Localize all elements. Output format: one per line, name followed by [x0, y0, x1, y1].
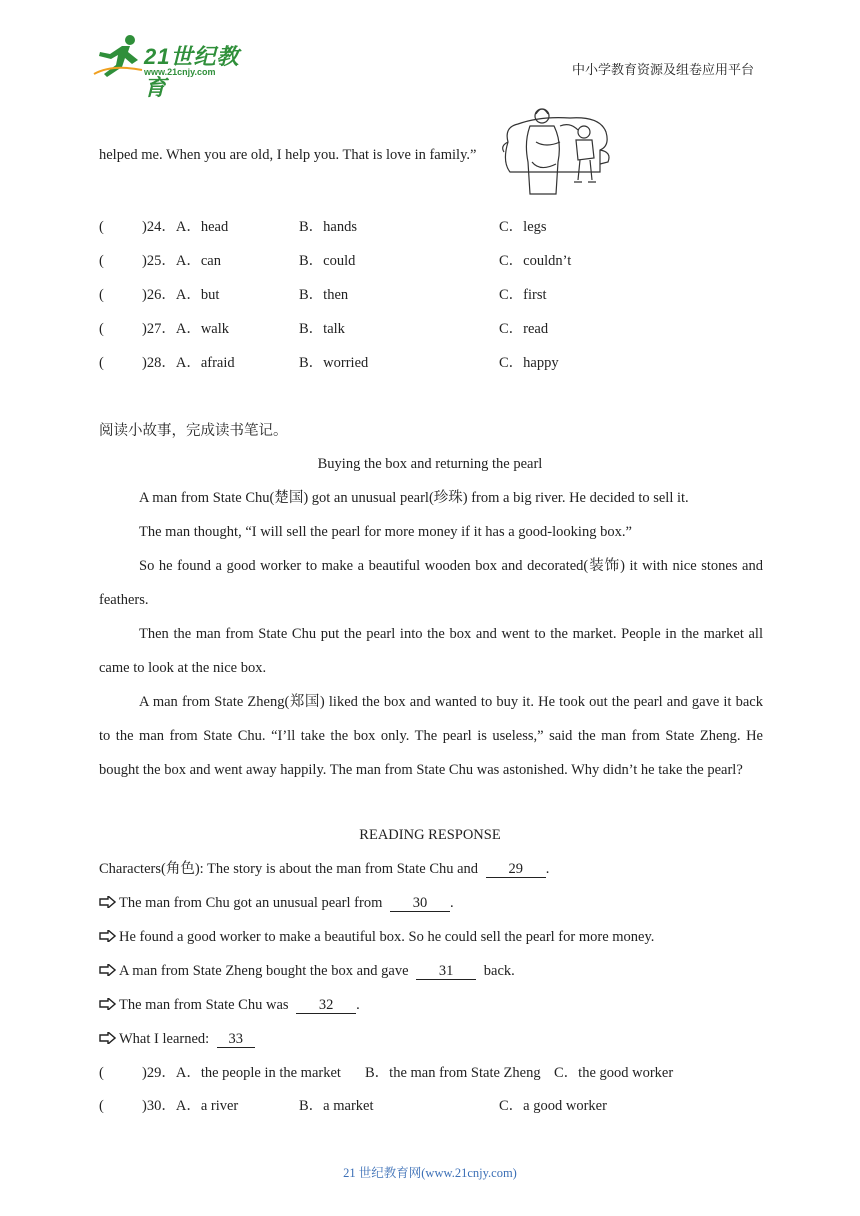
option-b: B．talk	[299, 321, 345, 337]
question-number: )29．A．the people in the market	[142, 1065, 341, 1081]
option-c: C．read	[499, 321, 549, 337]
option-c: C．a good worker	[499, 1098, 607, 1114]
characters-text: Characters(角色): The story is about the man from State Chu and	[99, 861, 479, 877]
answer-paren-open: (	[99, 355, 104, 371]
arrow-icon	[99, 964, 116, 976]
response-line-worker: He found a good worker to make a beautiful box. So he could sell the pearl for more money.	[99, 928, 654, 946]
site-logo	[92, 34, 262, 100]
question-number: )27．A．walk	[142, 321, 230, 337]
story-title: Buying the box and returning the pearl	[317, 456, 543, 472]
runner-icon	[92, 34, 144, 78]
option-c: C．the good worker	[554, 1065, 674, 1081]
blank-29[interactable]: 29	[486, 861, 546, 878]
response-line-31: A man from State Zheng bought the box and gave 31 back.	[99, 962, 515, 980]
story-paragraph: A man from State Zheng(郑国) liked the box and wanted to buy it. He took out the pearl and gave it back to the man from State Chu. “I’ll take the box only. The pearl is useless,” said the man from State Zheng. He bought the box and went away happily. The man from State Chu was astonished. Why didn’t he take the pearl?	[99, 694, 763, 778]
response-line-32: The man from State Chu was 32 .	[99, 996, 360, 1014]
question-number: )30．A．a river	[142, 1098, 239, 1114]
answer-paren-open: (	[99, 321, 104, 337]
story-paragraph: Then the man from State Chu put the pearl into the box and went to the market. People in the market all came to look at the nice box.	[99, 626, 763, 676]
arrow-icon	[99, 998, 116, 1010]
section-instruction: 阅读小故事，完成读书笔记。	[99, 423, 288, 439]
option-b: B．the man from State Zheng	[365, 1065, 541, 1081]
option-c: C．first	[499, 287, 547, 303]
option-b: B．a market	[299, 1098, 374, 1114]
story-paragraph: The man thought, “I will sell the pearl for more money if it has a good-looking box.”	[139, 524, 632, 540]
response-line-33: What I learned: 33	[99, 1030, 255, 1048]
footer-link[interactable]: 21 世纪教育网(www.21cnjy.com)	[343, 1166, 517, 1180]
arrow-icon	[99, 930, 116, 942]
option-c: C．legs	[499, 219, 547, 235]
logo-text: 21世纪教育	[144, 44, 240, 100]
answer-paren-open: (	[99, 1065, 104, 1081]
story-paragraph: A man from State Chu(楚国) got an unusual pearl(珍珠) from a big river. He decided to sell it.	[139, 490, 689, 506]
blank-32[interactable]: 32	[296, 997, 356, 1014]
arrow-icon	[99, 896, 116, 908]
answer-paren-open: (	[99, 287, 104, 303]
top-line: helped me. When you are old, I help you. That is love in family.”	[99, 147, 477, 163]
reading-response-title: READING RESPONSE	[359, 827, 501, 843]
answer-paren-open: (	[99, 253, 104, 269]
option-c: C．happy	[499, 355, 559, 371]
answer-paren-open: (	[99, 219, 104, 235]
blank-30[interactable]: 30	[390, 895, 450, 912]
option-b: B．then	[299, 287, 349, 303]
question-number: )26．A．but	[142, 287, 220, 303]
option-b: B．hands	[299, 219, 358, 235]
logo-url: www.21cnjy.com	[144, 67, 216, 77]
blank-31[interactable]: 31	[416, 963, 476, 980]
response-characters: Characters(角色): The story is about the man from State Chu and 29 .	[99, 861, 550, 877]
option-b: B．worried	[299, 355, 369, 371]
option-c: C．couldn’t	[499, 253, 572, 269]
platform-title: 中小学教育资源及组卷应用平台	[572, 62, 755, 77]
option-b: B．could	[299, 253, 356, 269]
response-line-30: The man from Chu got an unusual pearl from 30 .	[99, 894, 454, 912]
question-number: )25．A．can	[142, 253, 221, 269]
question-number: )24．A．head	[142, 219, 229, 235]
story-paragraph: So he found a good worker to make a beautiful wooden box and decorated(装饰) it with nice stones and feathers.	[99, 558, 763, 608]
blank-33[interactable]: 33	[217, 1031, 255, 1048]
story-body	[99, 481, 763, 787]
answer-paren-open: (	[99, 1098, 104, 1114]
arrow-icon	[99, 1032, 116, 1044]
question-number: )28．A．afraid	[142, 355, 235, 371]
grandmother-child-illustration	[500, 102, 612, 198]
